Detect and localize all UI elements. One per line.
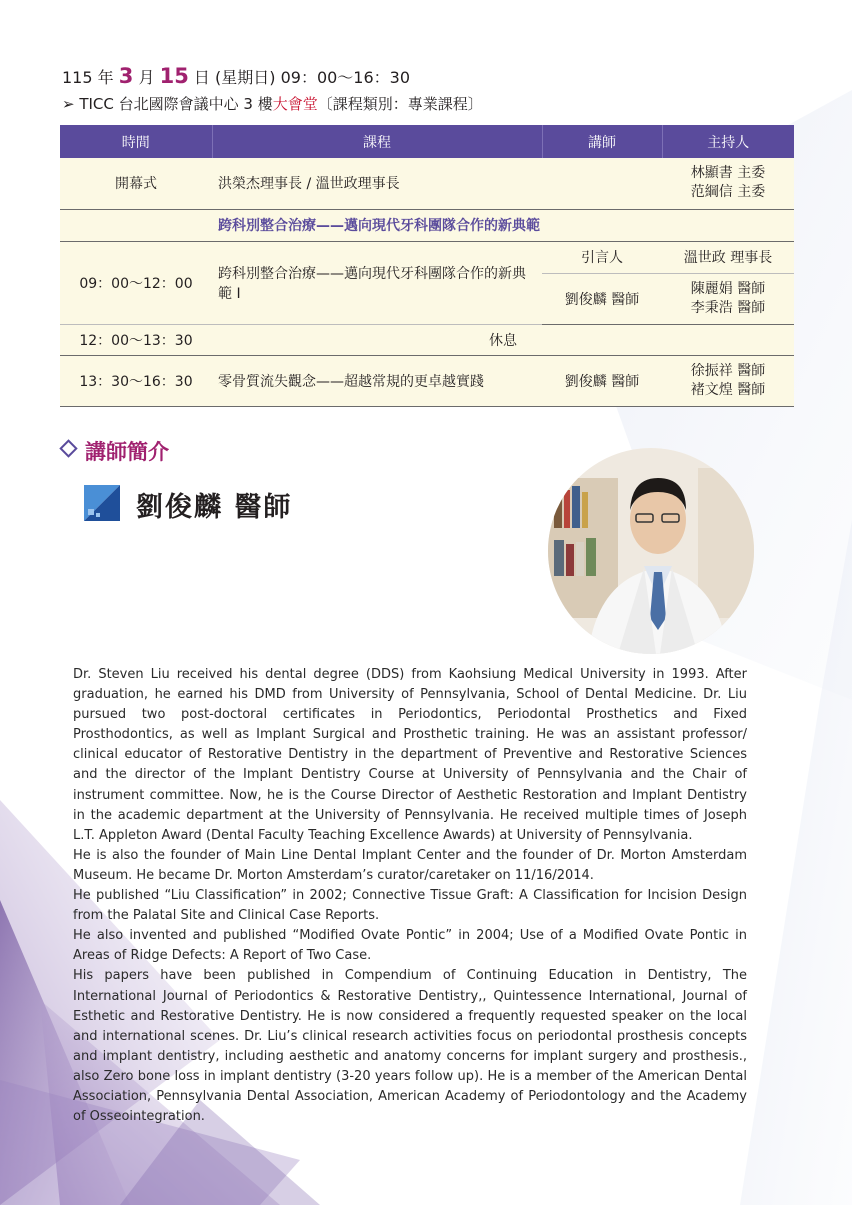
opening-speaker: [542, 158, 662, 209]
table-row-session1-intro: [60, 241, 794, 273]
opening-time: 開幕式: [60, 158, 212, 209]
table-row-session2: [60, 355, 794, 406]
weekday-time: (星期日) 09：00～16：30: [215, 68, 411, 87]
table-row-break: [60, 324, 794, 355]
intro-host: 溫世政 理事長: [662, 241, 794, 273]
host-name: 褚文煌 醫師: [690, 381, 766, 398]
event-date: [62, 64, 410, 88]
column-header-course: 課程: [212, 125, 542, 158]
table-row-theme: [60, 209, 794, 241]
host-name: 范綱信 主委: [690, 184, 766, 201]
host-name: 徐振祥 醫師: [690, 362, 766, 379]
session1-speaker: 劉俊麟 醫師: [542, 273, 662, 324]
intro-label: 引言人: [542, 241, 662, 273]
year: 115: [62, 68, 93, 87]
break-time: 12：00～13：30: [60, 324, 212, 355]
table-row-opening: [60, 158, 794, 209]
year-unit: 年: [97, 68, 114, 87]
column-header-time: 時間: [60, 125, 212, 158]
opening-hosts: [662, 158, 794, 209]
host-name: 陳麗娟 醫師: [690, 280, 766, 297]
theme-title: 跨科別整合治療——邁向現代牙科團隊合作的新典範: [212, 209, 794, 241]
column-header-host: 主持人: [662, 125, 794, 158]
venue-highlight: 大會堂: [272, 95, 318, 113]
speaker-biography: [73, 665, 747, 1127]
venue-suffix: 〔課程類別：專業課程〕: [317, 95, 483, 113]
bio-paragraph: His papers have been published in Compendium of Continuing Education in Dentistry, The International Journal of Periodontics & Restorative Dentistry,, Quintessence International, Journal of Esthetic and Restorative Dentistry. He is now considered a frequently requested speaker on the local and international scenes. Dr. Liu’s clinical research activities focus on periodontal prosthesis concepts and implant dentistry, including aesthetic and anatomy concerns for implant surgery and prosthesis., also Zero bone loss in implant dentistry (3-20 years follow up). He is a member of the American Dental Association, Pennsylvania Dental Association, American Academy of Periodontology and the Academy of Osseointegration.: [73, 968, 747, 1125]
section-title-text: 講師簡介: [85, 440, 169, 464]
session1-course: 跨科別整合治療——邁向現代牙科團隊合作的新典範 I: [212, 241, 542, 324]
venue-prefix: ➢ TICC 台北國際會議中心 3 樓: [62, 95, 273, 113]
session1-hosts: [662, 273, 794, 324]
host-name: 李秉浩 醫師: [690, 299, 766, 316]
session2-time: 13：30～16：30: [60, 355, 212, 406]
venue: [62, 93, 483, 114]
break-label: 休息: [212, 324, 794, 355]
table-header-row: [60, 125, 794, 158]
speaker-name: 劉俊麟 醫師: [136, 492, 293, 523]
session2-speaker: 劉俊麟 醫師: [542, 355, 662, 406]
opening-course: 洪榮杰理事長 / 溫世政理事長: [212, 158, 542, 209]
session1-time: 09：00～12：00: [60, 241, 212, 324]
section-title: [62, 436, 169, 466]
day: 15: [159, 64, 189, 88]
diamond-icon: [59, 439, 77, 457]
host-name: 林顯書 主委: [690, 165, 766, 182]
bio-paragraph: He is also the founder of Main Line Dental Implant Center and the founder of Dr. Morton Amsterdam Museum. He became Dr. Morton Amsterdam’s curator/caretaker on 11/16/2014.: [73, 847, 747, 883]
session2-hosts: [662, 355, 794, 406]
bio-paragraph: He published “Liu Classification” in 2002; Connective Tissue Graft: A Classification for Incision Design from the Palatal Site and Clinical Case Reports.: [73, 888, 747, 924]
bio-paragraph: Dr. Steven Liu received his dental degree (DDS) from Kaohsiung Medical University in 1993. After graduation, he earned his DMD from University of Pennsylvania, School of Dental Medicine. Dr. Liu pursued two post-doctoral certificates in Periodontics, Periodontal Prosthetics and Fixed Prosthodontics, as well as Implant Surgical and Prosthetic training. He was an assistant professor/ clinical educator of Restorative Dentistry in the department of Preventive and Restorative Sciences and the director of the Implant Dentistry Course at University of Pennsylvania and the Chair of instrument committee. Now, he is the Course Director of Aesthetic Restoration and Implant Dentistry in the academic department at the University of Pennsylvania. He received multiple times of Joseph L.T. Appleton Award (Dental Faculty Teaching Excellence Awards) at University of Pennsylvania.: [73, 667, 747, 843]
session2-course: 零骨質流失觀念——超越常規的更卓越實踐: [212, 355, 542, 406]
month: 3: [118, 64, 134, 88]
column-header-speaker: 講師: [542, 125, 662, 158]
bio-paragraph: He also invented and published “Modified Ovate Pontic” in 2004; Use of a Modified Ovate Pontic in Areas of Ridge Defects: A Report of Two Case.: [73, 928, 747, 964]
blue-squares-icon: [84, 485, 120, 521]
theme-spacer: [60, 209, 212, 241]
speaker-photo: [548, 448, 754, 654]
month-unit: 月: [138, 68, 155, 87]
day-unit: 日: [193, 68, 210, 87]
schedule-table: [60, 125, 794, 407]
